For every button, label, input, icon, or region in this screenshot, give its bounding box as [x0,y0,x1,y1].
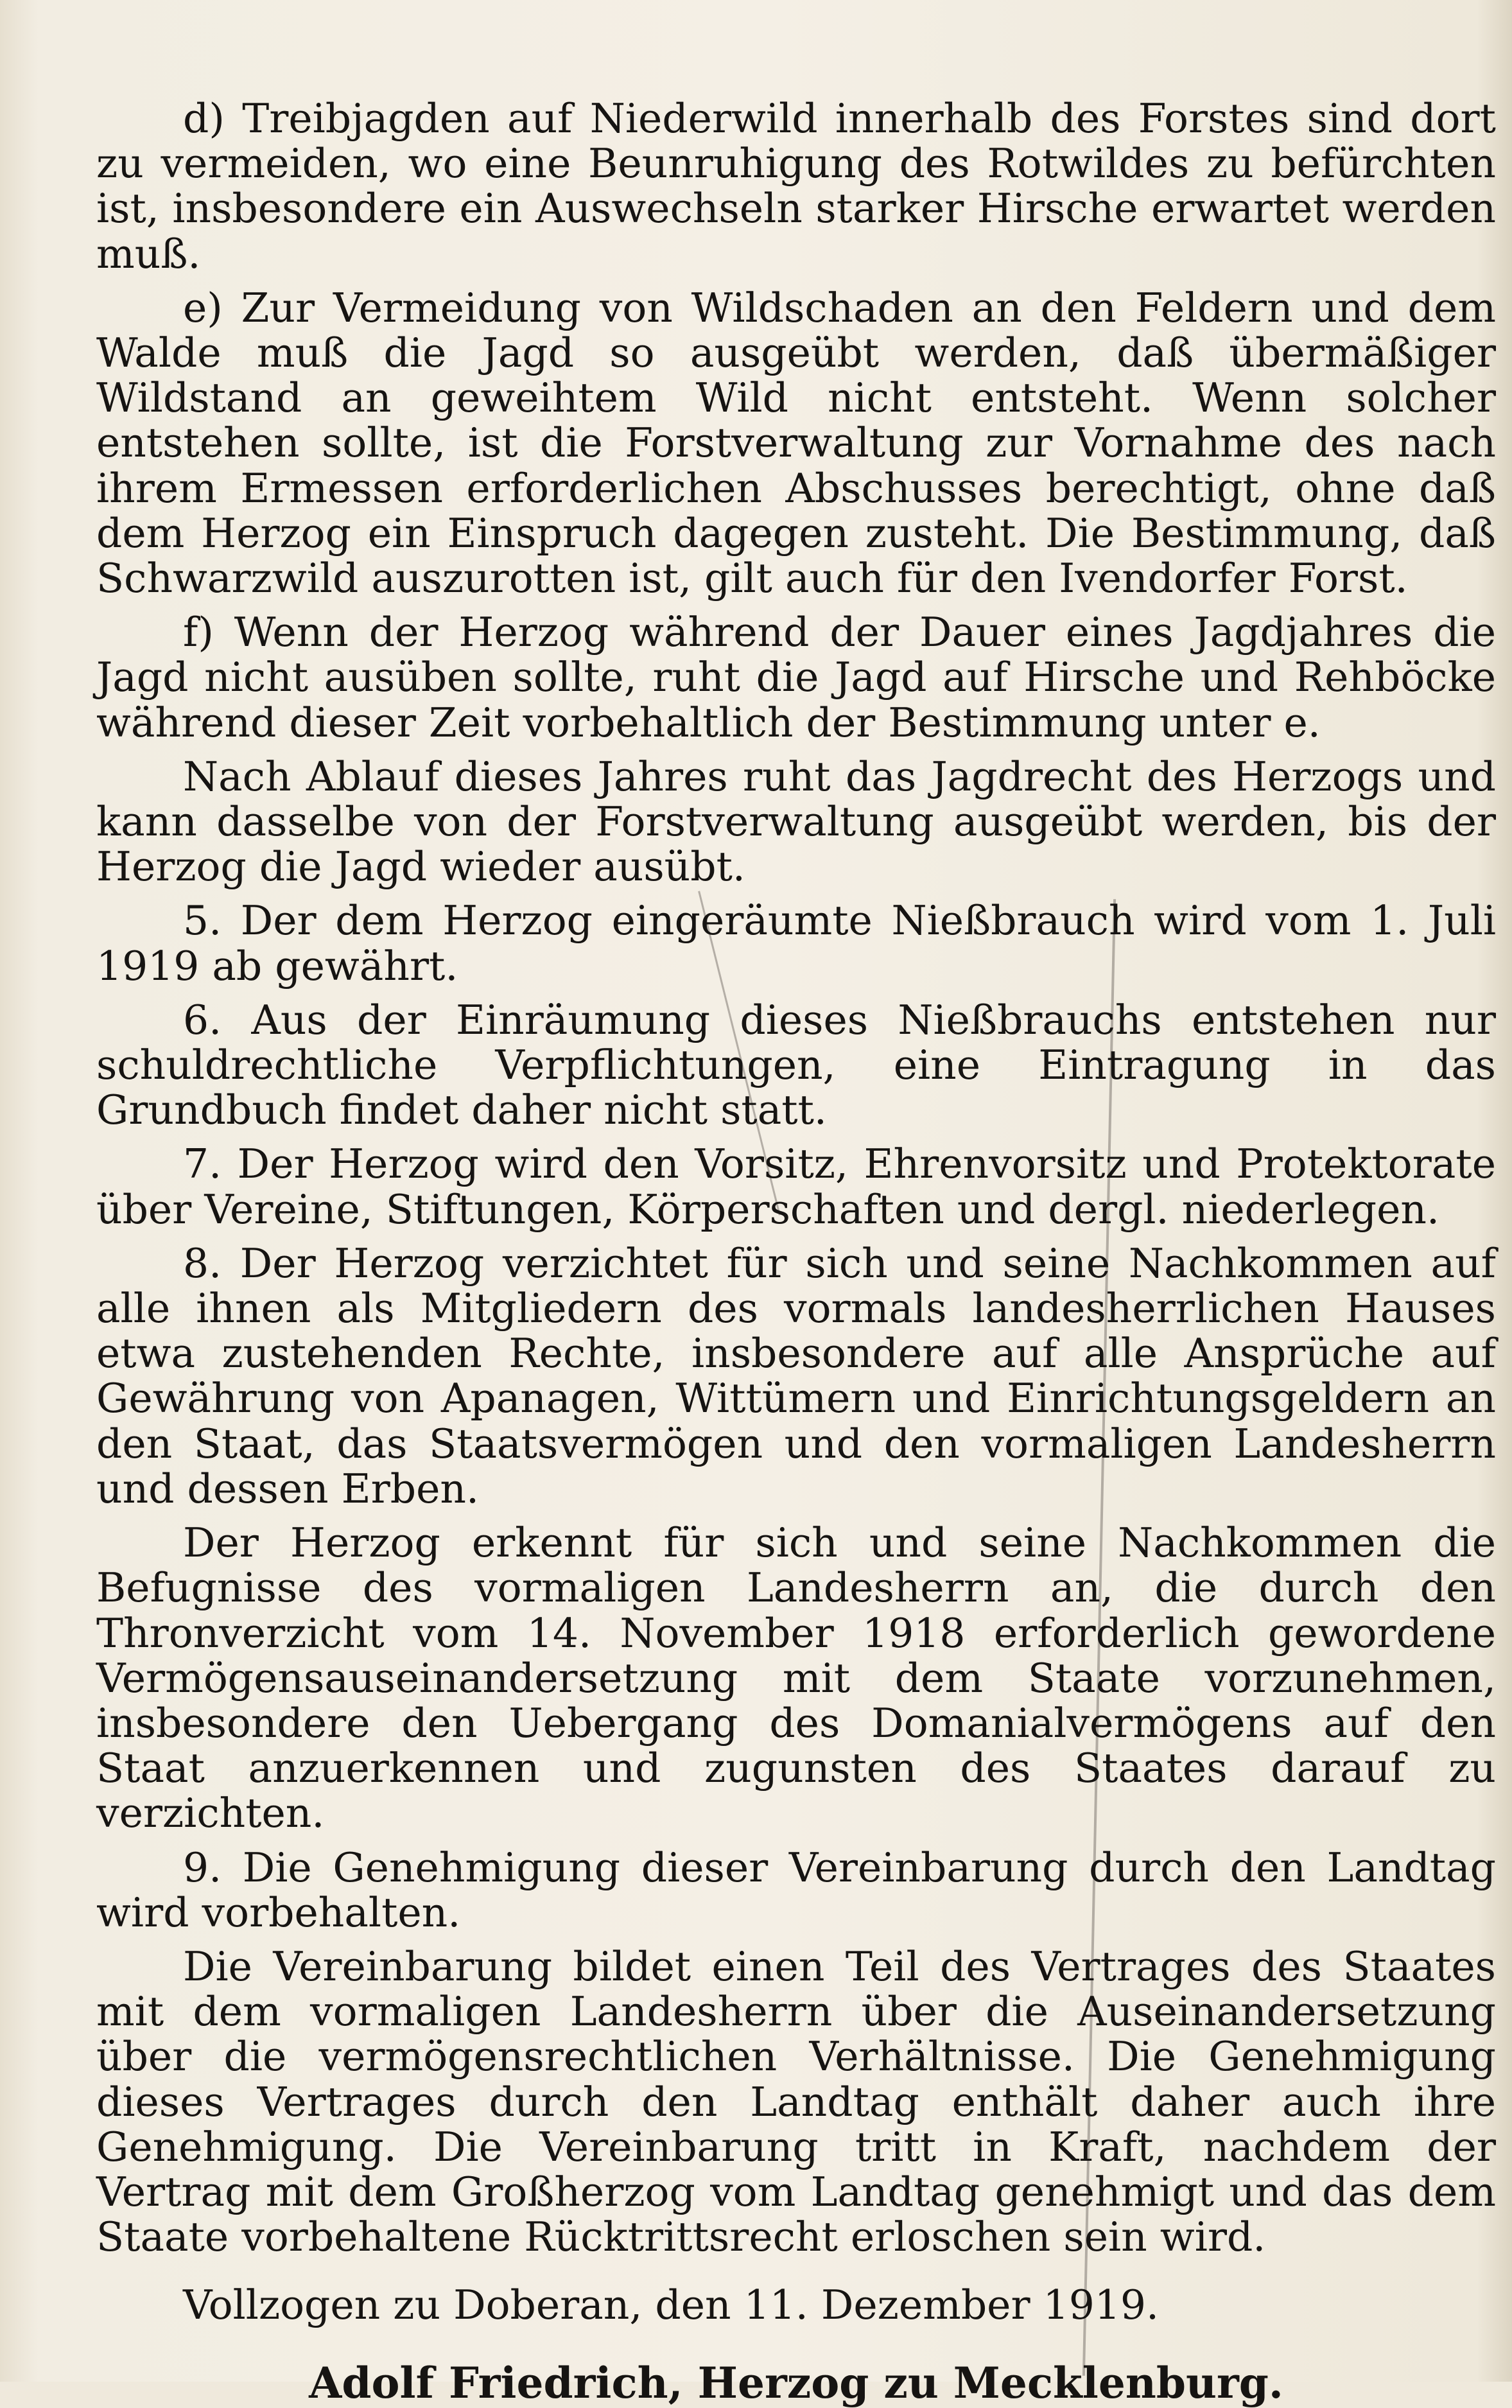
paragraph-e: e) Zur Vermeidung von Wildschaden an den Feldern und dem Walde muß die Jagd so ausgeübt werden, daß übermäßiger Wildstand an geweihtem Wild nicht entsteht. Wenn solcher entstehen sollte, ist die Forstverwaltung zur Vornahme des nach ihrem Ermessen erforderlichen Abschusses berechtigt, ohne daß dem Herzog ein Einspruch dagegen zusteht. Die Bestimmung, daß Schwarzwild auszurotten ist, gilt auch für den Ivendorfer Forst. [96,284,1496,602]
paragraph-5: 5. Der dem Herzog eingeräumte Nießbrauch wird vom 1. Juli 1919 ab gewährt. [96,897,1496,990]
document-page [96,95,1496,2408]
date-line: Vollzogen zu Doberan, den 11. Dezember 1919. [183,2281,1159,2329]
paragraph-7: 7. Der Herzog wird den Vorsitz, Ehrenvorsitz und Protektorate über Vereine, Stiftungen, Körperschaften und dergl. niederlegen. [96,1140,1496,1233]
paragraph-9-continued: Die Vereinbarung bildet einen Teil des Vertrages des Staates mit dem vormaligen Landesherrn über die Auseinandersetzung über die vermögensrechtlichen Verhältnisse. Die Genehmigung dieses Vertrages durch den Landtag enthält daher auch ihre Genehmigung. Die Vereinbarung tritt in Kraft, nachdem der Vertrag mit dem Großherzog vom Landtag genehmigt und das dem Staate vorbehaltene Rücktrittsrecht erloschen sein wird. [96,1942,1496,2261]
paragraph-9: 9. Die Genehmigung dieser Vereinbarung durch den Landtag wird vorbehalten. [96,1844,1496,1936]
paragraph-6: 6. Aus der Einräumung dieses Nießbrauchs entstehen nur schuldrechtliche Verpflichtungen, eine Eintragung in das Grundbuch findet daher nicht statt. [96,996,1496,1134]
paragraph-8-continued: Der Herzog erkennt für sich und seine Nachkommen die Befugnisse des vormaligen Landesherrn an, die durch den Thronverzicht vom 14. November 1918 erforderlich gewordene Vermögensauseinandersetzung mit dem Staate vorzunehmen, insbesondere den Uebergang des Domanialvermögens auf den Staat anzuerkennen und zugunsten des Staates darauf zu verzichten. [96,1519,1496,1837]
paragraph-f: f) Wenn der Herzog während der Dauer eines Jagdjahres die Jagd nicht ausüben sollte, ruht die Jagd auf Hirsche und Rehböcke während dieser Zeit vorbehaltlich der Bestimmung unter e. [96,609,1496,746]
paragraph-after-f: Nach Ablauf dieses Jahres ruht das Jagdrecht des Herzogs und kann dasselbe von der Forstverwaltung ausgeübt werden, bis der Herzog die Jagd wieder ausübt. [96,753,1496,891]
paragraph-d: d) Treibjagden auf Niederwild innerhalb des Forstes sind dort zu vermeiden, wo eine Beunruhigung des Rotwildes zu befürchten ist, insbesondere ein Auswechseln starker Hirsche erwartet werden muß. [96,95,1496,277]
signature-line: Adolf Friedrich, Herzog zu Mecklenburg. [309,2357,1283,2408]
paragraph-8: 8. Der Herzog verzichtet für sich und seine Nachkommen auf alle ihnen als Mitgliedern des vormals landesherrlichen Hauses etwa zustehenden Rechte, insbesondere auf alle Ansprüche auf Gewährung von Apanagen, Wittümern und Einrichtungsgeldern an den Staat, das Staatsvermögen und den vormaligen Landesherrn und dessen Erben. [96,1239,1496,1512]
